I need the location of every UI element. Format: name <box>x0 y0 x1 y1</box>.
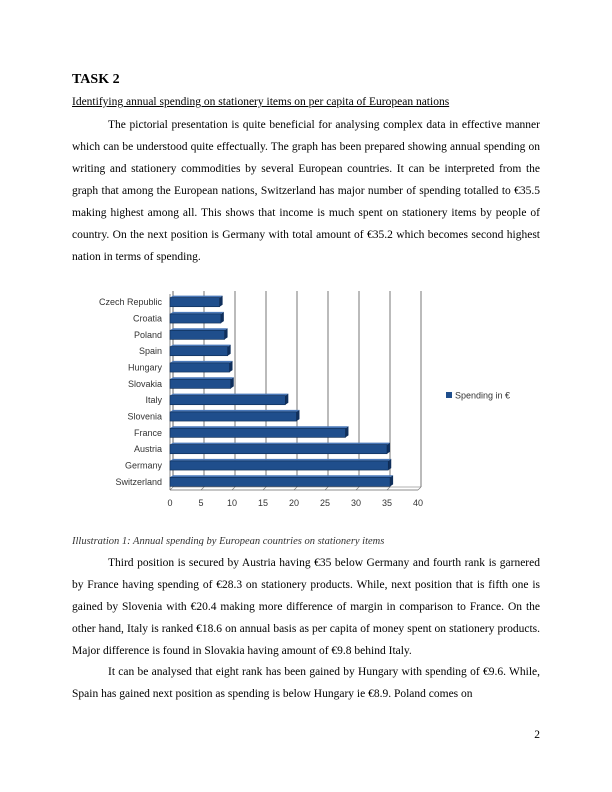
spending-bar-chart <box>72 286 540 514</box>
paragraph-intro: The pictorial presentation is quite beneficial for analysing complex data in effective manner which can be understood quite effectually. The graph has been prepared showing annual spending on writing and stationery commodities by several European countries. It can be interpreted from the graph that among the European nations, Switzerland has major number of spending totalled to €35.5 making highest among all. This shows that income is much spent on stationery items by people of country. On the next position is Germany with total amount of €35.2 which becomes second highest nation in terms of spending. <box>72 119 540 263</box>
gridline-floor <box>387 487 390 490</box>
bar-italy <box>170 396 285 405</box>
x-tick-label: 10 <box>226 498 238 508</box>
category-label: Slovenia <box>127 411 162 422</box>
task-heading: TASK 2 <box>72 72 120 87</box>
bar-switzerland <box>170 477 390 486</box>
category-label: Spain <box>138 346 162 357</box>
section-subtitle: Identifying annual spending on stationery items on per capita of European nations <box>72 96 450 108</box>
bar-hungary <box>170 363 230 372</box>
x-tick-label: 15 <box>257 498 269 508</box>
x-tick-label: 20 <box>288 498 300 508</box>
category-label: France <box>133 427 162 438</box>
bar-spain <box>170 347 228 356</box>
gridline-floor <box>294 487 297 490</box>
bar-croatia <box>170 314 221 323</box>
x-tick-label: 30 <box>350 498 362 508</box>
category-label: Slovakia <box>127 378 162 389</box>
category-label: Austria <box>133 444 162 455</box>
paragraph-rankings: Third position is secured by Austria having €35 below Germany and fourth rank is garnered by France having spending of €28.3 on stationery products. While, next position that is fifth one is gained by Slovenia with €20.4 making more difference of margin in comparison to France. On the other hand, Italy is ranked €18.6 on annual basis as per capita of money spent on stationery products. Major difference is found in Slovakia having amount of €9.8 behind Italy. <box>72 557 540 657</box>
gridline-floor <box>170 487 173 490</box>
bar-top <box>170 443 390 445</box>
bar-france <box>170 428 345 437</box>
x-tick-label: 35 <box>381 498 393 508</box>
gridline-floor <box>232 487 235 490</box>
category-label: Germany <box>124 460 162 471</box>
figure-caption: Illustration 1: Annual spending by European countries on stationery items <box>72 536 385 546</box>
bar-austria <box>170 445 387 454</box>
category-label: Croatia <box>132 313 162 324</box>
gridline-floor <box>418 487 421 490</box>
bar-slovakia <box>170 379 231 388</box>
page-number: 2 <box>534 729 540 741</box>
x-tick-label: 25 <box>319 498 331 508</box>
paragraph-continued: It can be analysed that eight rank has been gained by Hungary with spending of €9.6. While, Spain has gained next position as spending is below Hungary ie €8.9. Poland comes on <box>72 666 540 700</box>
gridline-floor <box>356 487 359 490</box>
x-tick-label: 40 <box>412 498 424 508</box>
category-label: Switzerland <box>115 476 162 487</box>
category-label: Poland <box>133 329 162 340</box>
bar-czech-republic <box>170 298 220 307</box>
legend-swatch <box>446 392 452 398</box>
bar-germany <box>170 461 388 470</box>
x-tick-label: 0 <box>167 498 173 508</box>
figure-caption-container <box>72 535 540 546</box>
chart-canvas <box>72 286 540 514</box>
category-label: Italy <box>145 395 162 406</box>
x-tick-label: 5 <box>198 498 204 508</box>
legend-label: Spending in € <box>455 390 511 401</box>
gridline-floor <box>263 487 266 490</box>
category-label: Hungary <box>127 362 162 373</box>
gridline-floor <box>325 487 328 490</box>
bar-slovenia <box>170 412 296 421</box>
bar-poland <box>170 330 225 339</box>
category-label: Czech Republic <box>98 297 162 308</box>
gridline-floor <box>201 487 204 490</box>
